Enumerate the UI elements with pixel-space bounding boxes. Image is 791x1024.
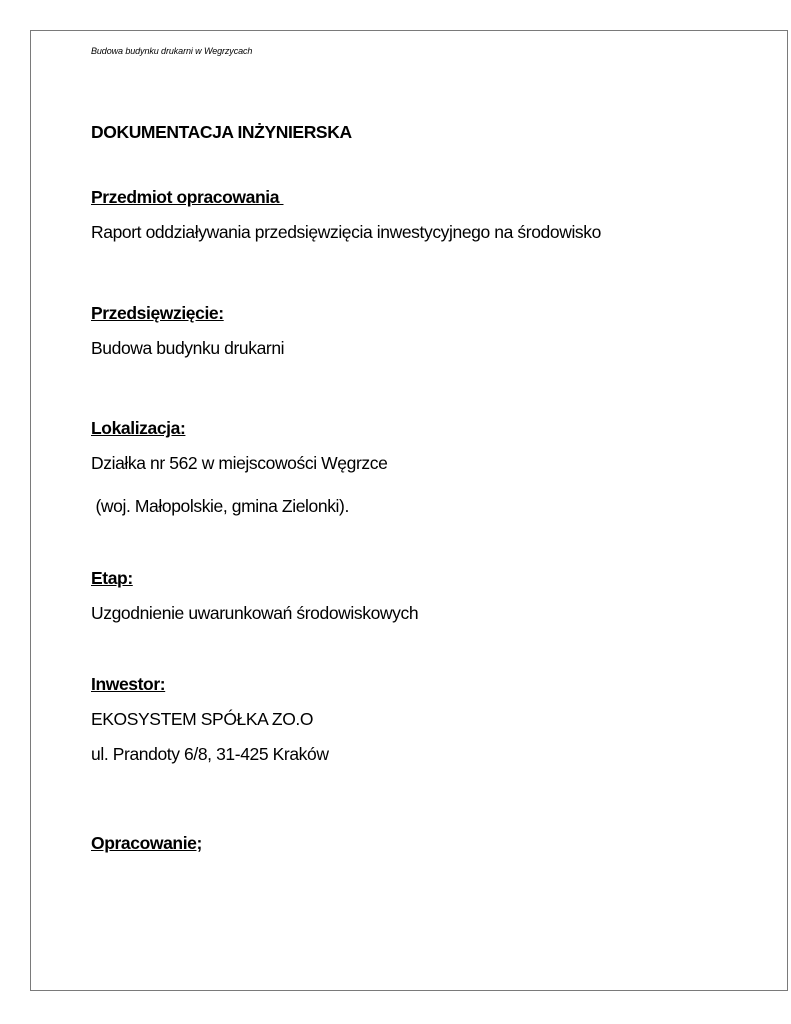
location-heading: Lokalizacja: [91,418,186,438]
project-heading: Przedsięwzięcie: [91,303,224,323]
investor-name: EKOSYSTEM SPÓŁKA ZO.O [91,709,314,729]
subject-heading: Przedmiot opracowania [91,187,284,207]
prepared-by-heading: Opracowanie; [91,833,202,853]
project-text: Budowa budynku drukarni [91,338,285,358]
document-title: DOKUMENTACJA INŻYNIERSKA [91,122,352,142]
location-text-line-1: Działka nr 562 w miejscowości Węgrzce [91,453,388,473]
investor-address: ul. Prandoty 6/8, 31-425 Kraków [91,744,329,764]
stage-text: Uzgodnienie uwarunkowań środowiskowych [91,603,419,623]
location-text-line-2: (woj. Małopolskie, gmina Zielonki). [91,496,349,516]
investor-heading: Inwestor: [91,674,166,694]
stage-heading: Etap: [91,568,133,588]
subject-text: Raport oddziaływania przedsięwzięcia inwestycyjnego na środowisko [91,222,601,242]
running-header: Budowa budynku drukarni w Wegrzycach [91,46,253,56]
